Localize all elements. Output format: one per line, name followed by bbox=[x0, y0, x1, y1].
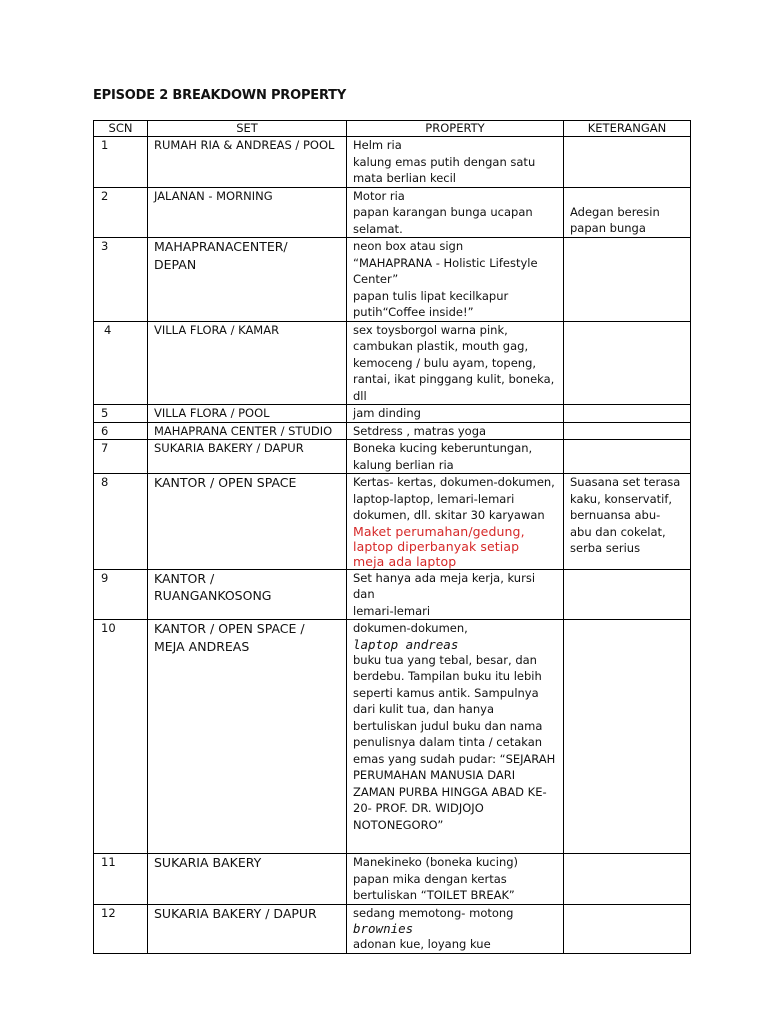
property-cell bbox=[347, 440, 564, 474]
property-line: kalung emas putih dengan satu bbox=[353, 154, 536, 169]
property-line: Center” bbox=[353, 272, 399, 286]
keterangan-line: Suasana set terasa bbox=[570, 475, 681, 489]
keterangan-cell bbox=[564, 904, 691, 953]
property-line: PERUMAHAN MANUSIA DARI bbox=[353, 768, 516, 782]
keterangan-cell bbox=[564, 137, 691, 188]
keterangan-cell bbox=[564, 187, 691, 238]
set-line: SUKARIA BAKERY / DAPUR bbox=[154, 905, 317, 921]
property-line: bertuliskan “TOILET BREAK” bbox=[353, 888, 515, 902]
scn-cell: 3 bbox=[94, 238, 148, 322]
property-cell bbox=[347, 137, 564, 188]
table-row bbox=[94, 405, 691, 423]
scn-cell: 5 bbox=[94, 405, 148, 423]
set-line: RUMAH RIA & ANDREAS / POOL bbox=[154, 138, 335, 152]
property-cell bbox=[347, 187, 564, 238]
scn-cell: 8 bbox=[94, 474, 148, 570]
set-line: SUKARIA BAKERY / DAPUR bbox=[154, 441, 304, 455]
set-line: RUANGANKOSONG bbox=[154, 588, 272, 603]
set-line: DEPAN bbox=[154, 256, 197, 272]
property-line: dokumen, dll. skitar 30 karyawan bbox=[353, 508, 545, 522]
property-line: Maket perumahan/gedung, bbox=[353, 523, 525, 539]
property-cell bbox=[347, 321, 564, 405]
property-line: seperti kamus antik. Sampulnya bbox=[353, 685, 539, 700]
set-line: MAHAPRANA CENTER / STUDIO bbox=[154, 423, 333, 438]
set-line: KANTOR / bbox=[154, 570, 215, 586]
table-row bbox=[94, 854, 691, 905]
table-row bbox=[94, 440, 691, 474]
table-row bbox=[94, 137, 691, 188]
table-header-row bbox=[94, 121, 691, 137]
property-cell bbox=[347, 904, 564, 953]
document-title: EPISODE 2 BREAKDOWN PROPERTY bbox=[93, 88, 347, 103]
property-line: dokumen-dokumen, bbox=[353, 621, 468, 635]
property-line: sedang memotong- motong bbox=[353, 905, 514, 920]
set-cell bbox=[148, 321, 347, 405]
set-cell bbox=[148, 854, 347, 905]
property-line: laptop-laptop, lemari-lemari bbox=[353, 491, 515, 506]
set-cell bbox=[148, 440, 347, 474]
set-cell bbox=[148, 569, 347, 620]
property-line: cambukan plastik, mouth gag, bbox=[353, 339, 529, 353]
property-line: selamat. bbox=[353, 221, 403, 236]
header-keterangan: KETERANGAN bbox=[564, 121, 691, 137]
property-line: putih“Coffee inside!” bbox=[353, 305, 474, 319]
set-line: SUKARIA BAKERY bbox=[154, 855, 262, 870]
set-line: KANTOR / OPEN SPACE bbox=[154, 475, 297, 490]
property-line: jam dinding bbox=[353, 406, 421, 420]
property-line: “MAHAPRANA - Holistic Lifestyle bbox=[353, 255, 538, 270]
table-row bbox=[94, 321, 691, 405]
property-cell bbox=[347, 238, 564, 322]
set-cell bbox=[148, 904, 347, 953]
property-line: Manekineko (boneka kucing) bbox=[353, 855, 519, 869]
property-line: Setdress , matras yoga bbox=[353, 423, 487, 438]
property-line: papan tulis lipat kecilkapur bbox=[353, 288, 509, 303]
scn-cell: 1 bbox=[94, 137, 148, 188]
set-line: MEJA ANDREAS bbox=[154, 638, 250, 654]
keterangan-line: Adegan beresin bbox=[570, 204, 660, 219]
property-line: Helm ria bbox=[353, 138, 402, 152]
breakdown-table bbox=[93, 120, 691, 954]
property-cell bbox=[347, 569, 564, 620]
header-property: PROPERTY bbox=[347, 121, 564, 137]
property-cell bbox=[347, 422, 564, 440]
keterangan-cell bbox=[564, 422, 691, 440]
set-cell bbox=[148, 405, 347, 423]
keterangan-cell bbox=[564, 569, 691, 620]
property-line: penulisnya dalam tinta / cetakan bbox=[353, 735, 543, 749]
scn-cell: 12 bbox=[94, 904, 148, 953]
scn-cell: 11 bbox=[94, 854, 148, 905]
scn-cell: 4 bbox=[94, 321, 148, 405]
scn-cell: 6 bbox=[94, 422, 148, 440]
keterangan-line: serba serius bbox=[570, 541, 641, 555]
property-line: neon box atau sign bbox=[353, 239, 464, 253]
set-line: VILLA FLORA / KAMAR bbox=[154, 322, 280, 337]
keterangan-line: kaku, konservatif, bbox=[570, 491, 673, 506]
scn-cell: 2 bbox=[94, 187, 148, 238]
property-line: papan mika dengan kertas bbox=[353, 871, 507, 886]
property-cell bbox=[347, 854, 564, 905]
property-line: sex toysborgol warna pink, bbox=[353, 322, 508, 337]
property-line: kalung berlian ria bbox=[353, 457, 454, 472]
property-line: Boneka kucing keberuntungan, bbox=[353, 441, 533, 455]
keterangan-cell bbox=[564, 440, 691, 474]
table-row bbox=[94, 569, 691, 620]
property-line: adonan kue, loyang kue bbox=[353, 937, 491, 951]
property-line: laptop andreas bbox=[353, 636, 459, 652]
set-line: JALANAN - MORNING bbox=[154, 188, 273, 203]
keterangan-cell bbox=[564, 238, 691, 322]
set-cell bbox=[148, 620, 347, 854]
keterangan-cell bbox=[564, 854, 691, 905]
set-cell bbox=[148, 187, 347, 238]
set-cell bbox=[148, 238, 347, 322]
property-line: Kertas- kertas, dokumen-dokumen, bbox=[353, 475, 555, 489]
scn-cell: 10 bbox=[94, 620, 148, 854]
table-body bbox=[94, 137, 691, 954]
property-cell bbox=[347, 620, 564, 854]
property-line: kemoceng / bulu ayam, topeng, bbox=[353, 355, 537, 370]
property-line: Set hanya ada meja kerja, kursi dan bbox=[353, 570, 536, 601]
property-line: buku tua yang tebal, besar, dan bbox=[353, 652, 537, 667]
table-row bbox=[94, 187, 691, 238]
property-line: 20- PROF. DR. WIDJOJO bbox=[353, 801, 484, 815]
table-row bbox=[94, 238, 691, 322]
property-line: berdebu. Tampilan buku itu lebih bbox=[353, 669, 542, 683]
set-cell bbox=[148, 137, 347, 188]
property-cell bbox=[347, 405, 564, 423]
set-line: KANTOR / OPEN SPACE / bbox=[154, 621, 305, 636]
property-line: rantai, ikat pinggang kulit, boneka, bbox=[353, 372, 555, 386]
table-row bbox=[94, 474, 691, 570]
property-line bbox=[353, 833, 557, 853]
property-line: brownies bbox=[353, 921, 414, 936]
property-line: lemari-lemari bbox=[353, 603, 431, 618]
set-cell bbox=[148, 474, 347, 570]
scn-cell: 7 bbox=[94, 440, 148, 474]
property-line: dll bbox=[353, 388, 367, 403]
table-row bbox=[94, 620, 691, 854]
keterangan-cell bbox=[564, 321, 691, 405]
property-line: Motor ria bbox=[353, 188, 405, 203]
set-cell bbox=[148, 422, 347, 440]
property-line: emas yang sudah pudar: “SEJARAH bbox=[353, 751, 556, 766]
keterangan-cell bbox=[564, 405, 691, 423]
header-set: SET bbox=[148, 121, 347, 137]
scn-cell: 9 bbox=[94, 569, 148, 620]
set-line: MAHAPRANACENTER/ bbox=[154, 239, 288, 254]
keterangan-cell bbox=[564, 620, 691, 854]
keterangan-cell bbox=[564, 474, 691, 570]
property-line: NOTONEGORO” bbox=[353, 817, 444, 832]
set-line: VILLA FLORA / POOL bbox=[154, 406, 270, 420]
property-line: laptop diperbanyak setiap bbox=[353, 538, 520, 554]
table-row bbox=[94, 422, 691, 440]
table-row bbox=[94, 904, 691, 953]
property-line: mata berlian kecil bbox=[353, 171, 456, 185]
property-line: meja ada laptop bbox=[353, 553, 457, 569]
property-cell bbox=[347, 474, 564, 570]
header-scn: SCN bbox=[94, 121, 148, 137]
keterangan-line: papan bunga bbox=[570, 221, 646, 235]
keterangan-line: bernuansa abu- bbox=[570, 508, 661, 522]
property-line: ZAMAN PURBA HINGGA ABAD KE- bbox=[353, 784, 547, 799]
property-line: papan karangan bunga ucapan bbox=[353, 205, 533, 219]
property-line: dari kulit tua, dan hanya bbox=[353, 702, 494, 716]
keterangan-line: abu dan cokelat, bbox=[570, 524, 666, 539]
property-line: bertuliskan judul buku dan nama bbox=[353, 718, 543, 733]
